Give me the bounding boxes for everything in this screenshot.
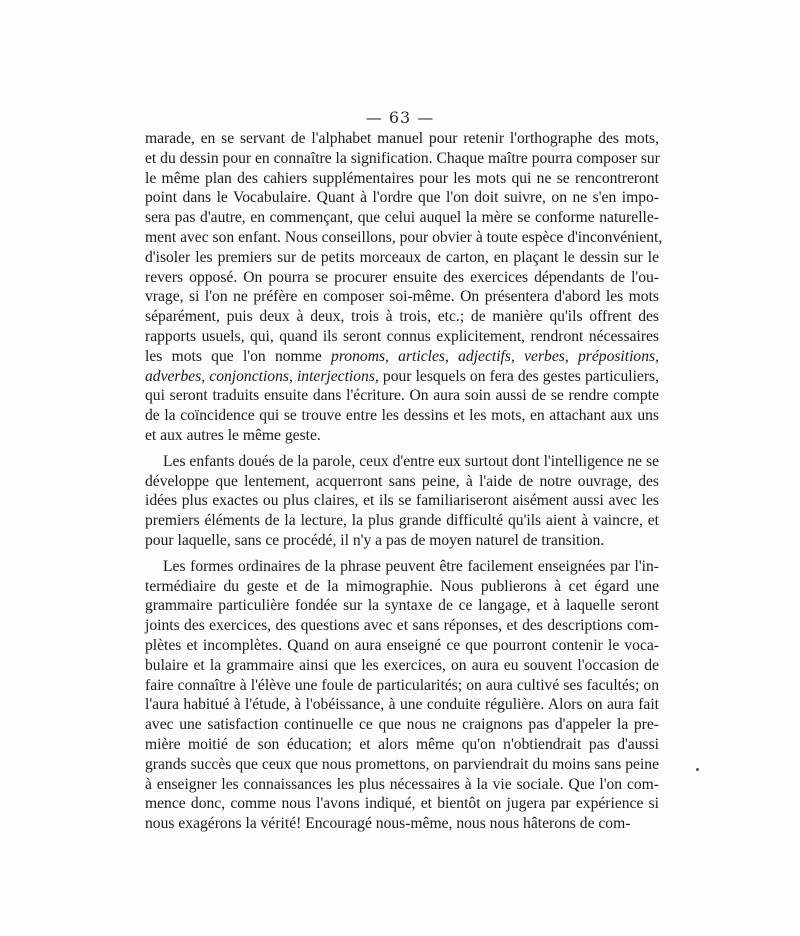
text-line: point dans le Vocabulaire. Quant à l'ordre que l'on doit suivre, on ne s'en impo- (145, 189, 659, 207)
body-text (145, 129, 663, 834)
paragraph (145, 452, 659, 551)
text-line: grammaire particulière fondée sur la syntaxe de ce langage, et à laquelle seront (145, 597, 659, 615)
text-line: avec une satisfaction continuelle ce que nous ne craignons pas d'appeler la pre- (145, 716, 659, 734)
text-line: mière moitié de son éducation; et alors même qu'on n'obtiendrait pas d'aussi (145, 735, 659, 753)
text-line: qui seront traduits ensuite dans l'écriture. On aura soin aussi de se rendre compte (145, 387, 659, 405)
text-line: idées plus exactes ou plus claires, et ils se familiariseront aisément aussi avec les (145, 492, 659, 510)
page-number: — 63 — (365, 108, 435, 127)
text-line: et aux autres le même geste. (145, 426, 321, 444)
text-line: séparément, puis deux à deux, trois à trois, etc.; de manière qu'ils offrent des (145, 308, 659, 326)
text-line: plètes et incomplètes. Quand on aura enseigné ce que pourront contenir le voca- (145, 636, 659, 654)
text-line: faire connaître à l'élève une foule de particularités; on aura cultivé ses facultés; on (145, 676, 659, 694)
text-line: à enseigner les connaissances les plus nécessaires à la vie sociale. Que l'on com- (145, 775, 659, 793)
text-line: d'isoler les premiers sur de petits morceaux de carton, en plaçant le dessin sur le (145, 248, 659, 266)
text-line: joints des exercices, des questions avec et sans réponses, et des descriptions com- (145, 617, 659, 635)
text-run: pour lesquels on fera des gestes particuliers, (378, 367, 659, 385)
text-line: le même plan des cahiers supplémentaires pour les mots qui ne se rencontreront (145, 169, 659, 187)
text-line: sera pas d'autre, en commençant, que celui auquel la mère se conforme naturelle- (145, 209, 659, 227)
text-run: les mots que l'on nomme (145, 347, 332, 365)
text-line: pour laquelle, sans ce procédé, il n'y a pas de moyen naturel de transition. (145, 531, 605, 549)
text-line: vrage, si l'on ne préfère en composer soi-même. On présentera d'abord les mots (145, 288, 659, 306)
text-line: marade, en se servant de l'alphabet manuel pour retenir l'orthographe des mots, (145, 130, 659, 147)
text-line: l'aura habitué à l'étude, à l'obéissance, à une conduite régulière. Alors on aura fait (145, 696, 659, 714)
text-line: grands succès que ceux que nous promettons, on parviendrait du moins sans peine (145, 755, 659, 773)
text-line: premiers éléments de la lecture, la plus grande difficulté qu'ils aient à vaincre, et (145, 512, 659, 530)
text-line (145, 347, 659, 367)
text-line: développe que lentement, acquerront sans peine, à l'aide de notre ouvrage, des (145, 472, 659, 490)
text-line: Les enfants doués de la parole, ceux d'entre eux surtout dont l'intelligence ne se (163, 452, 659, 470)
text-line (145, 367, 659, 387)
text-line: termédiaire du geste et de la mimographie. Nous publierons à cet égard une (145, 577, 659, 595)
paper-speck (696, 768, 699, 771)
paragraph (145, 557, 659, 834)
text-line: Les formes ordinaires de la phrase peuvent être facilement enseignées par l'in- (163, 557, 659, 575)
italic-term-list: pronoms, articles, adjectifs, verbes, prépositions, (331, 347, 659, 365)
text-line: ment avec son enfant. Nous conseillons, pour obvier à toute espèce d'inconvénient, (145, 228, 663, 246)
text-line: bulaire et la grammaire ainsi que les exercices, on aura eu souvent l'occasion de (145, 656, 659, 674)
text-line: mence donc, comme nous l'avons indiqué, et bientôt on jugera par expérience si (145, 795, 659, 813)
text-line: revers opposé. On pourra se procurer ensuite des exercices dépendants de l'ou- (145, 268, 659, 286)
text-line: nous exagérons la vérité! Encouragé nous-même, nous nous hâterons de com- (145, 815, 631, 833)
text-line: et du dessin pour en connaître la signification. Chaque maître pourra composer sur (145, 149, 660, 167)
italic-term-list: adverbes, conjonctions, interjections, (145, 367, 379, 385)
text-line: de la coïncidence qui se trouve entre les dessins et les mots, en attachant aux uns (145, 407, 659, 425)
paragraph (145, 129, 663, 446)
text-line: rapports usuels, qui, quand ils seront connus explicitement, rendront nécessaires (145, 327, 659, 345)
